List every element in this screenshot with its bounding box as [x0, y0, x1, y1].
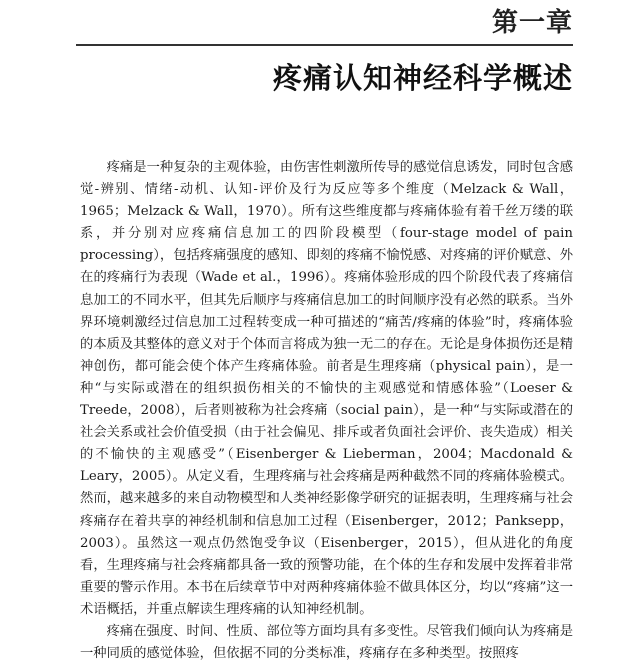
chapter-title: 疼痛认知神经科学概述 [272, 61, 573, 95]
paragraph-1: 疼痛是一种复杂的主观体验，由伤害性刺激所传导的感觉信息诱发，同时包含感觉-辨别、情绪-动机、认知-评价及行为反应等多个维度（Melzack & Wall，1965；Melzack & Wall，1970）。所有这些维度都与疼痛体验有着千丝万缕的联系，并分别对应疼痛信息加工的四阶段模型（four-stage model of pain processing），包括疼痛强度的感知、即刻的疼痛不愉悦感、对疼痛的评价赋意、外在的疼痛行为表现（Wade et al.，1996）。疼痛体验形成的四个阶段代表了疼痛信息加工的不同水平，但其先后顺序与疼痛信息加工的时间顺序没有必然的联系。当外界环境刺激经过信息加工过程转变成一种可描述的“痛苦/疼痛的体验”时，疼痛体验的本质及其整体的意义对于个体而言将成为独一无二的存在。无论是身体损伤还是精神创伤，都可能会使个体产生疼痛体验。前者是生理疼痛（physical pain），是一种“与实际或潜在的组织损伤相关的不愉快的主观感觉和情感体验”（Loeser & Treede，2008），后者则被称为社会疼痛（social pain），是一种“与实际或潜在的社会关系或社会价值受损（由于社会偏见、排斥或者负面社会评价、丧失造成）相关的不愉快的主观感受”（Eisenberger & Lieberman，2004；Macdonald & Leary，2005）。从定义看，生理疼痛与社会疼痛是两种截然不同的疼痛体验模式。然而，越来越多的来自动物模型和人类神经影像学研究的证据表明，生理疼痛与社会疼痛存在着共享的神经机制和信息加工过程（Eisenberger，2012；Panksepp，2003）。虽然这一观点仍然饱受争议（Eisenberger，2015），但从进化的角度看，生理疼痛与社会疼痛都具备一致的预警功能，在个体的生存和发展中发挥着非常重要的警示作用。本书在后续章节中对两种疼痛体验不做具体区分，均以“疼痛”这一术语概括，并重点解读生理疼痛的认知神经机制。 [80, 160, 573, 617]
body-text [80, 157, 573, 665]
paragraph-2: 疼痛在强度、时间、性质、部位等方面均具有多变性。尽管我们倾向认为疼痛是一种同质的感觉体验，但依据不同的分类标准，疼痛存在多种类型。按照疼 [80, 623, 573, 662]
chapter-label: 第一章 [491, 8, 573, 38]
header-rule [76, 44, 573, 46]
